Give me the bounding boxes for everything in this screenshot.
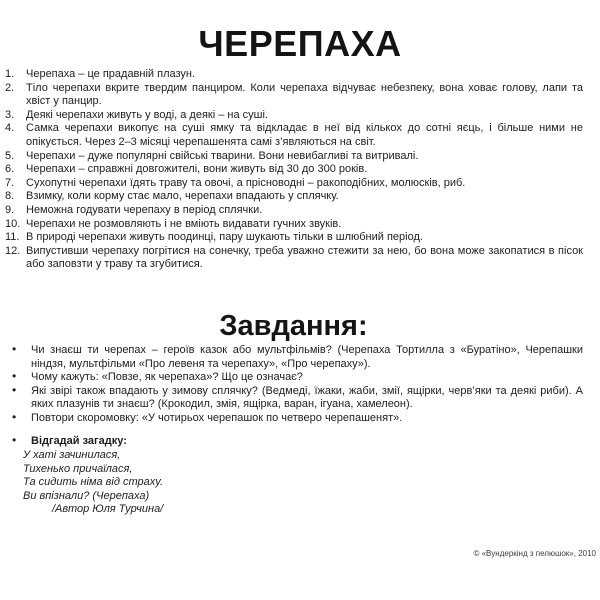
fact-text: В природі черепахи живуть поодинці, пару шукають тільки в шлюбний період. [26,231,423,244]
task-text: Чому кажуть: «Повзе, як черепаха»? Що це означає? [31,371,303,384]
fact-item [4,163,583,177]
task-text: Які звірі також впадають у зимову сплячку? (Ведмеді, їжаки, жаби, змії, ящірки, черв’яки та деякі риби). А яких плазунів ти знаєш? (Крокодил, змія, ящірка, варан, ігуана, хамелеон). [31,384,583,411]
fact-number: 3. [5,108,15,121]
fact-item [4,231,583,245]
fact-number: 6. [5,163,15,176]
fact-item [4,150,583,164]
task-item [4,371,583,385]
riddle-label-row [4,435,583,449]
riddle-author: /Автор Юля Турчина/ [52,503,164,516]
fact-number: 9. [5,203,15,216]
task-item [4,409,583,426]
fact-item [4,245,583,272]
bullet-icon: • [12,382,17,397]
fact-text: Тіло черепахи вкрите твердим панциром. Коли черепаха відчуває небезпеку, вона ховає голову, лапи та хвіст у панцир. [26,81,583,108]
fact-number: 8. [5,190,15,203]
tasks-heading: Завдання: [219,309,368,342]
riddle-line: Тихенько причаїлася, [23,462,133,475]
fact-number: 2. [5,81,15,94]
fact-item [4,122,583,149]
fact-number: 10. [5,217,21,230]
fact-item [4,204,583,218]
fact-item [4,109,583,123]
fact-text: Деякі черепахи живуть у воді, а деякі – на суші. [26,108,268,121]
fact-text: Черепахи не розмовляють і не вміють видавати гучних звуків. [26,217,342,230]
fact-number: 4. [5,122,15,135]
fact-number: 12. [5,244,21,257]
bullet-icon: • [12,369,17,384]
facts-list [4,68,583,272]
riddle-line: Ви впізнали? (Черепаха) [23,489,150,502]
fact-text: Черепахи – справжні довгожителі, вони живуть від 30 до 300 років. [26,163,368,176]
riddle-line: Та сидить німа від страху. [23,476,164,489]
fact-item [4,190,583,204]
fact-text: Неможна годувати черепаху в період сплячки. [26,203,263,216]
fact-item [4,177,583,191]
fact-item [4,82,583,109]
fact-text: Сухопутні черепахи їдять траву та овочі, а прісноводні – ракоподібних, молюсків, риб. [26,176,466,189]
task-item [4,341,583,371]
fact-text: Черепахи – дуже популярні свійські тварини. Вони невибагливі та витривалі. [26,149,419,162]
fact-text: Взимку, коли корму стає мало, черепахи впадають у сплячку. [26,190,339,203]
tasks-list [4,341,583,426]
fact-number: 7. [5,176,15,189]
fact-number: 1. [5,68,15,80]
bullet-icon: • [12,341,17,356]
copyright-footer: © «Вундеркінд з пелюшок», 2010 [473,549,596,558]
fact-text: Випустивши черепаху погрітися на сонечку, треба уважно стежити за нею, бо вона може закопатися в пісок або заповзти у траву та згубитися. [26,244,583,271]
fact-text: Самка черепахи викопує на суші ямку та відкладає в неї від кількох до сотні яєць, і більше ними не опікується. Через 2–3 місяці черепашенята самі з’являються на світ. [26,122,583,148]
fact-number: 11. [5,231,20,244]
bullet-icon: • [12,409,17,424]
fact-text: Черепаха – це прадавній плазун. [26,68,196,80]
riddle-label: Відгадай загадку: [31,435,127,448]
task-text: Повтори скоромовку: «У чотирьох черепашок по четверо черепашенят». [31,411,403,424]
fact-item [4,218,583,232]
task-item [4,382,583,412]
page-title: ЧЕРЕПАХА [198,23,402,64]
riddle-section [4,435,583,517]
bullet-icon: • [12,433,17,448]
fact-item [4,68,583,82]
riddle-line: У хаті зачинилася, [23,449,121,462]
task-text: Чи знаєш ти черепах – героїв казок або мультфільмів? (Черепаха Тортилла з «Буратіно», Черепашки ніндзя, мультфільми «Про левеня та черепаху», «Про черепаху»). [31,343,583,370]
fact-number: 5. [5,149,15,162]
